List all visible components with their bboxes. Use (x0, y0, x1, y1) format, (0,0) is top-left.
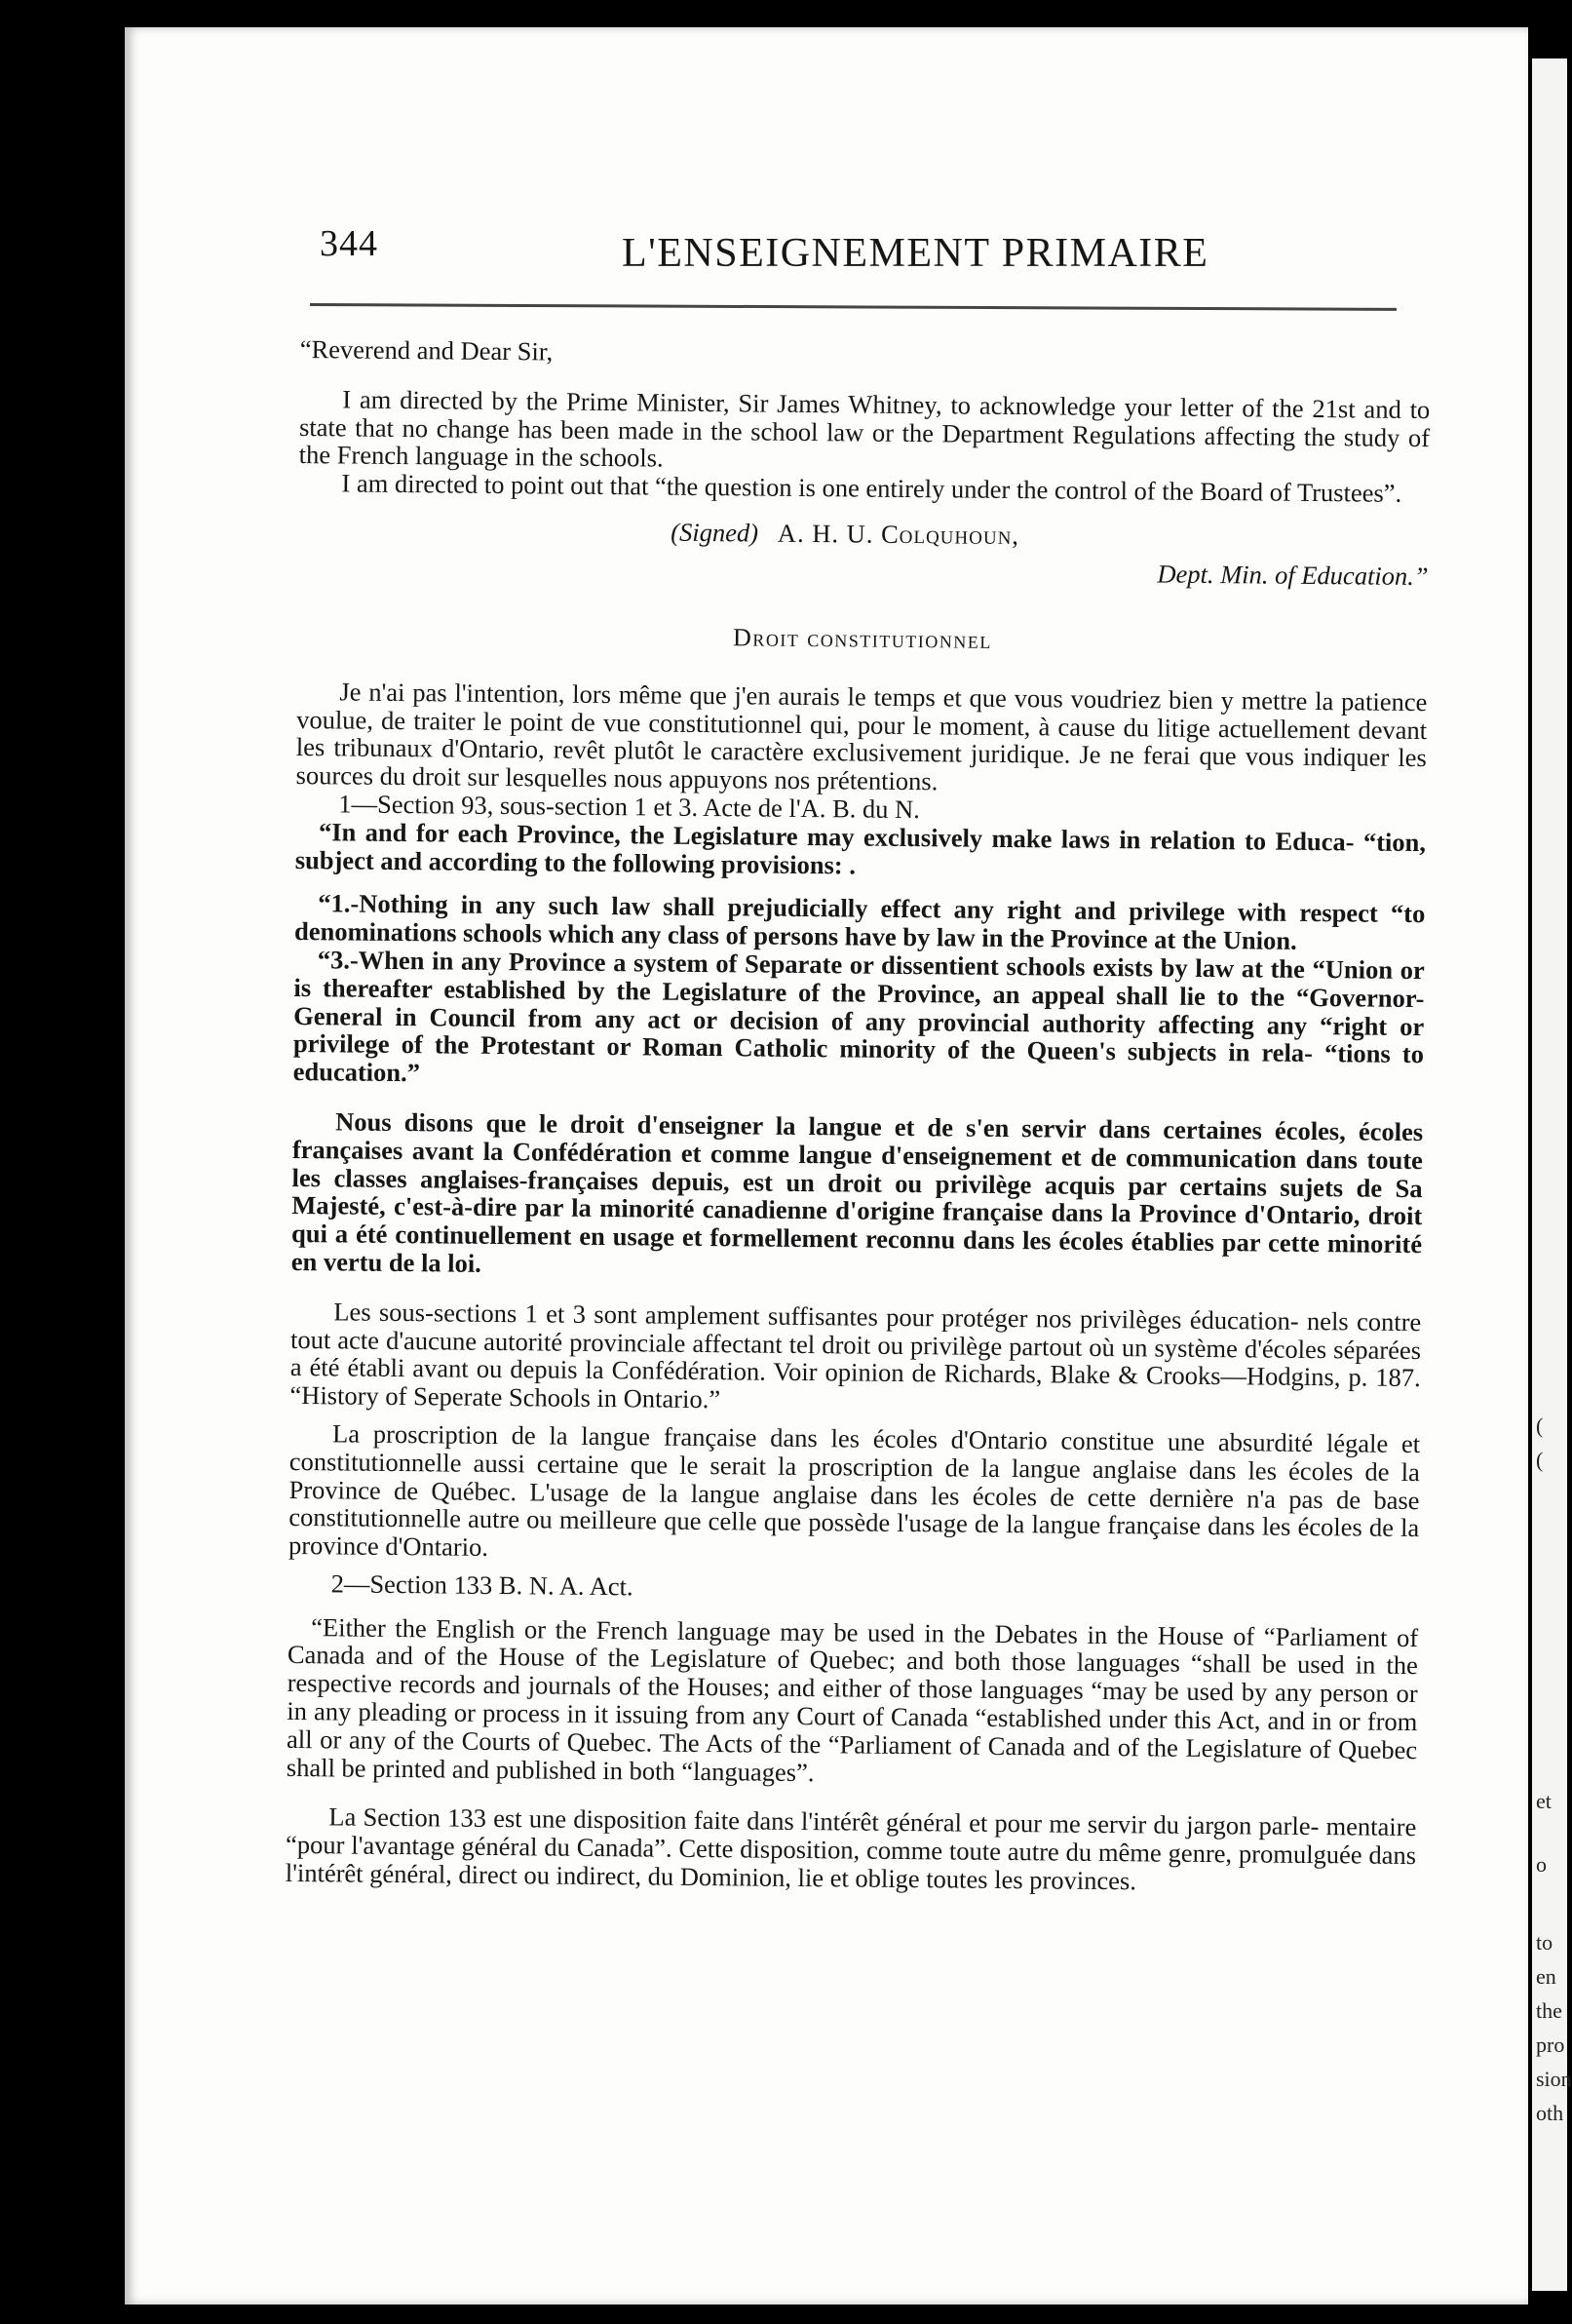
paragraph-la-section: La Section 133 est une disposition faite dans l'intérêt général et pour me servir du jargon parle- mentaire “pour l'avantage général du Canada”. Cette disposition, comme toute autre du même genre, promulguée dans l'intérêt général, direct ou indirect, du Dominion, lie et oblige toutes les provinces. (285, 1801, 1417, 1896)
signed-label: (Signed) (671, 517, 759, 548)
running-title: L'ENSEIGNEMENT PRIMAIRE (622, 231, 1209, 276)
facing-fragment: en (1536, 1964, 1556, 1989)
quote-section-133: “Either the English or the French language may be used in the Debates in the House of “Parliament of Canada and of the House of the Legislature of Quebec; and both those languages “shall be used in the respective records and journals of the Houses; and either of those languages “may be used by any person or in any pleading or process in it issuing from any Court of Canada “established under this Act, and in or from all or any of the Courts of Quebec. The Acts of the “Parliament of Canada and of the Legislature of Quebec shall be printed and published in both “languages”. (286, 1611, 1419, 1787)
paragraph-section-133: 2—Section 133 B. N. A. Act. (330, 1569, 633, 1602)
paragraph-sous-sections: Les sous-sections 1 et 3 sont amplement suffisantes pour protéger nos privilèges éducation- nels contre tout acte d'aucune autorité provinciale affectant tel droit ou privilège partout où un système d'écoles séparées a été établi avant ou depuis la Confédération. Voir opinion de Richards, Blake & Crooks—Hodgins, p. 187. “History of Seperate Schools in Ontario.” (289, 1297, 1422, 1414)
paragraph-intro: Je n'ai pas l'intention, lors même que j'en aurais le temps et que vous voudriez bien y mettre la patience voulue, de traiter le point de vue constitutionnel qui, pour le moment, à cause du litige actuellement devant les tribunaux d'Ontario, revêt plutôt le caractère exclusivement juridique. Je ne ferai que vous indiquer les sources du droit sur lesquelles nous appuyons nos prétentions. (295, 677, 1428, 796)
facing-fragment: to (1536, 1930, 1553, 1955)
signed-line (671, 519, 1019, 550)
signer-name: A. H. U. Colquhoun, (777, 518, 1020, 551)
facing-fragment: ( (1536, 1448, 1544, 1472)
facing-fragment: ( (1536, 1414, 1544, 1438)
facing-fragment: o (1536, 1852, 1547, 1877)
page-header (320, 201, 1421, 279)
section-heading: Droit constitutionnel (732, 623, 992, 654)
paragraph-nous-disons: Nous disons que le droit d'enseigner la langue et de s'en servir dans certaines écoles, écoles françaises avant la Confédération et comme langue d'enseignement et de communication dans toute les classes anglaises-françaises depuis, est un droit ou privilège acquis par certains sujets de Sa Majesté, c'est-à-dire par la minorité canadienne d'origine française dans la Province d'Ontario, droit qui a été continuellement en usage et formellement reconnu dans les écoles établies par cette minorité en vertu de la loi. (290, 1106, 1424, 1278)
facing-fragment: sion (1536, 2067, 1572, 2091)
facing-fragment: the (1536, 1998, 1562, 2023)
facing-page-edge (1532, 58, 1572, 2291)
header-rule (310, 303, 1397, 311)
quote-provision-1: “1.-Nothing in any such law shall prejudicially effect any right and privilege with respect “to denominations schools which any class of persons have by law in the Province at the Union. (293, 888, 1426, 956)
letter-paragraph-2: I am directed to point out that “the question is one entirely under the control of the Board of Trustees”. (341, 468, 1402, 509)
signer-title: Dept. Min. of Education.” (1157, 559, 1429, 592)
letter-salutation: “Reverend and Dear Sir, (299, 333, 554, 367)
signature-block (298, 515, 1430, 594)
paragraph-section-93: 1—Section 93, sous-section 1 et 3. Acte de l'A. B. du N. (338, 789, 920, 825)
letter-paragraph-1: I am directed by the Prime Minister, Sir James Whitney, to acknowledge your letter of the 21st and to state that no change has been made in the school law or the Department Regulations affecting the study of the French language in the schools. (298, 384, 1431, 473)
facing-fragment: et (1536, 1789, 1552, 1813)
document-page (125, 27, 1528, 2305)
page-number: 344 (320, 223, 378, 264)
facing-fragment: oth (1536, 2101, 1564, 2125)
quote-legislature: “In and for each Province, the Legislature may exclusively make laws in relation to Educa- “tion, subject and according to the following provisions: . (294, 816, 1427, 880)
facing-fragment: pro (1536, 2033, 1565, 2057)
quote-provision-3: “3.-When in any Province a system of Separate or dissentient schools exists by law at the “Union or is thereafter established by the Legislature of the Province, an appeal shall lie to the “Governor-General in Council from any act or decision of any provincial authority affecting any “right or privilege of the Protestant or Roman Catholic minority of the Queen's subjects in rela- “tions to education.” (292, 945, 1425, 1088)
paragraph-proscription: La proscription de la langue française dans les écoles d'Ontario constitue une absurdité légale et constitutionnelle aussi certaine que le serait la proscription de la langue anglaise dans les écoles de la Province de Québec. L'usage de la langue anglaise dans les écoles de cette dernière n'a pas de base constitutionnelle autre ou meilleure que celle que possède l'usage de la langue française dans les écoles de la province d'Ontario. (288, 1418, 1421, 1563)
page-body (286, 329, 1431, 1898)
